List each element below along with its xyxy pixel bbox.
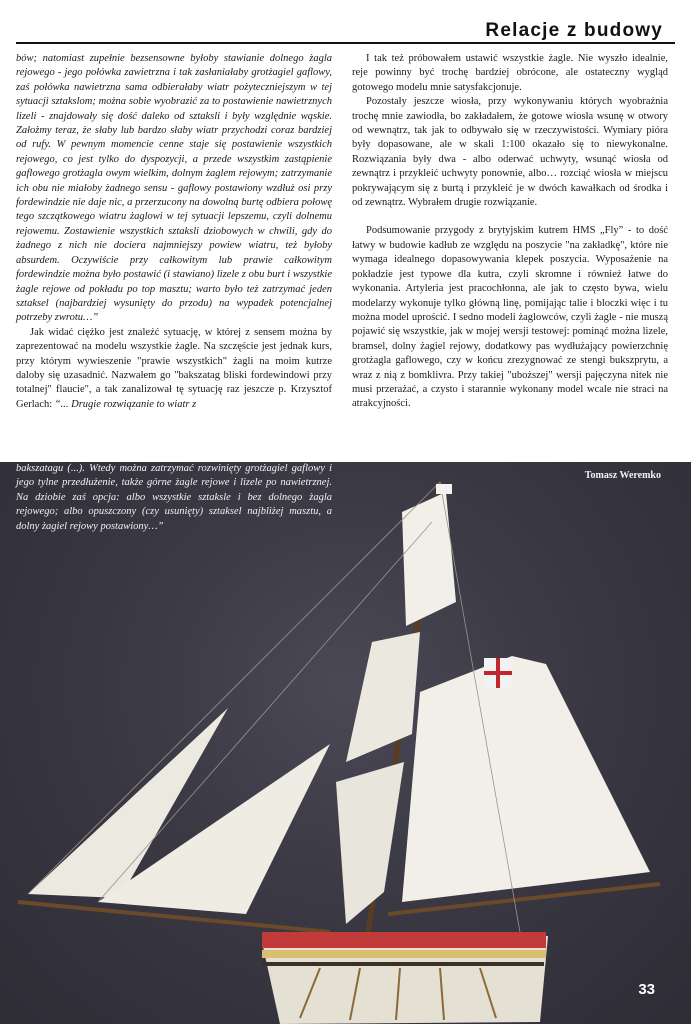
right-column	[352, 52, 668, 412]
deck-bulwark	[262, 932, 546, 948]
course-sail	[336, 762, 404, 924]
wale	[262, 962, 544, 966]
ship-illustration	[0, 462, 691, 1024]
topsail	[346, 632, 420, 762]
left-paragraph-2-quote: “... Drugie rozwiązanie to wiatr z	[54, 398, 197, 410]
left-paragraph-1: bów; natomiast zupełnie bezsensowne byłoby stawianie dolnego żagla rejowego - jego połówka zawietrzna i tak zasłaniałaby grotżagiel gaflowy, zaś połówka nawietrzna sama odbierałaby wiatr pożyteczniejszym w tej sytuacji sztakslom; można sobie wyobrazić za to postawienie nawietrznych lizeli - znajdowały się dość daleko od sztaksli i były względnie wąskie. Założmy teraz, że słaby lub bardzo słaby wiatr przychodzi coraz bardziej od rufy. W pewnym momencie cenne staje się postawienie wszystkich rejowego, co jest tylko do dyspozycji, a przede wszystkim zastąpienie gaflowego grotżagla owym wielkim, dolnym żaglem rejowym; zatrzymanie ich obu nie miałoby żadnego sensu - gaflowy postawiony wzdłuż osi przy fordewindzie nie daje nic, a przerzucony na dowolną burtę odbiera połowę tego szczątkowego wiatru żaglowi w tej sytuacji lepszemu, czyli dolnemu rejowemu. Zostawienie wszystkich sztaksli dziobowych w chwili, gdy do żadnego z nich nie dociera najmniejszy powiew wiatru, też byłoby absurdem. Oczywiście przy całkowitym lub prawie całkowitym fordewindzie można było postawić (i stawiano) lizele z obu burt i wszystkie żagle rejowe od pokładu po top masztu; warto było też zatrzymać jeden sztaksel (najbardziej wysunięty do przodu) na wypadek potencjalnej potrzeby zwrotu…”	[16, 53, 332, 324]
page-number: 33	[638, 981, 655, 998]
ship-model-photo	[0, 462, 691, 1024]
left-paragraph-2	[16, 326, 332, 412]
hull-stripe	[262, 950, 546, 958]
right-paragraph-1: I tak też próbowałem ustawić wszystkie żagle. Nie wyszło idealnie, reje powinny być trochę bardziej obrócone, ale ostateczny wygląd gotowego modelu mnie satysfakcjonuje.	[352, 53, 668, 93]
photo-author: Tomasz Weremko	[584, 470, 661, 481]
hull	[262, 936, 548, 1024]
right-paragraph-2: Pozostały jeszcze wiosła, przy wykonywaniu których wyobraźnia trochę mnie zawiodła, bo zakładałem, że gotowe wiosła wsunę w otwory od wewnątrz, tak jak to odbywało się w rzeczywistości. Wymiary pióra były dopasowane, ale w skali 1:100 okazało się to niewykonalne. Rozwiązania były dwa - albo oderwać uchwyty, wsunąć wiosła od zewnątrz i przykleić uchwyty ponownie, albo… rozciąć wiosła w miejscu pokrywającym się z burtą i przykleić je w dwóch kawałkach od środka i od zewnątrz. Wybrałem drugie rozwiązanie.	[352, 96, 668, 209]
section-title: Relacje z budowy	[485, 20, 663, 41]
main-gaff-sail	[402, 656, 650, 902]
masthead-pennant	[436, 484, 452, 494]
left-paragraph-3: bakszatagu (...). Wtedy można zatrzymać rozwinięty grotżagiel gaflowy i jego tylne przedłużenie, także górne żagle rejowe i lizele po nawietrznej. Na dziobie zaś opcja: albo wszystkie sztaksle i bez dolnego żagla rejowego; albo opuszczony (czy usunięty) sztaksel najbliżej masztu, a dolny żagiel rejowy postawiony…”	[16, 463, 332, 532]
header-rule	[16, 42, 675, 44]
page-header	[0, 0, 691, 46]
left-paragraph-2-text: Jak widać ciężko jest znaleźć sytuację, w której z sensem można by zaprezentować na modelu wszystkie żagle. Na szczęście jest jednak kurs, przy którym wywieszenie "prawie wszystkich" żagli na moim kutrze daloby się uzasadnić. Nazwałem go "bakszatag bliski fordewindowi przy totalnej" flaucie", a tak zanalizował tę sytuację raz jeszcze p. Krzysztof Gerlach:	[16, 326, 332, 410]
left-column	[16, 52, 332, 412]
right-paragraph-3: Podsumowanie przygody z brytyjskim kutrem HMS „Fly” - to dość łatwy w budowie kadłub ze względu na poszycie "na zakładkę", które nie wymaga idealnego dopasowywania klepek poszycia. Wyposażenie na pokładzie jest typowe dla kutra, czyli skromne i również łatwe do wykonania. Artyleria jest pracochłonna, ale jak to często bywa, wielu modelarzy wykonuje tylko główną linę, pomijając talie i bloczki więc i tu można model uprościć. I sedno modeli żaglowców, czyli żagle - nie muszą pojawić się wszystkie, jak w mojej wersji testowej: pominąć można lizele, bramsel, dolny żagiel rejowy, dodatkowy pas wydłużający powierzchnię grotżagla gaflowego, czy w końcu zrezygnować ze stengi bukszprytu, a wraz z nią z bomklivra. Przy takiej "uboższej" wersji pajęczyna nitek nie musi przerażać, a czysto i starannie wykonany model wcale nie straci na atrakcyjności.	[352, 225, 668, 410]
